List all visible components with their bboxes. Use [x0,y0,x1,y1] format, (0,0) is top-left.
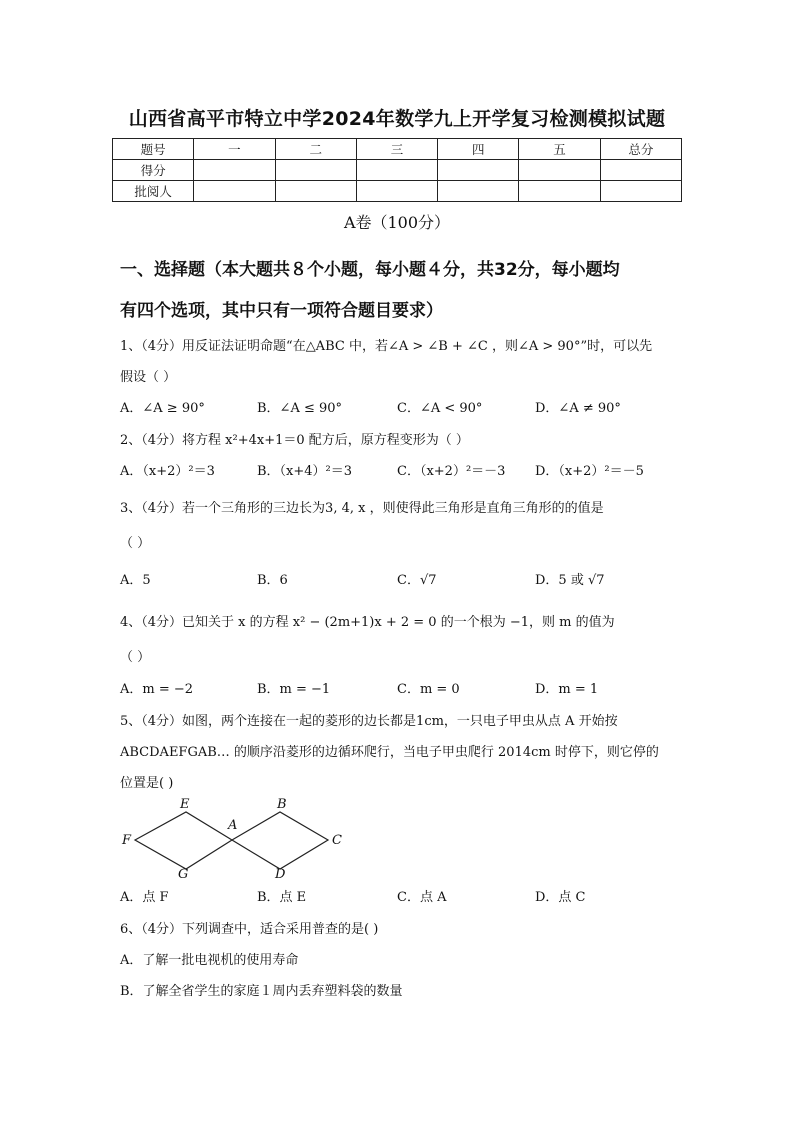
header-cell: 四 [438,139,519,160]
header-cell: 二 [275,139,356,160]
q3-option-d[interactable]: D．5 或 √7 [535,573,605,588]
grader-cell[interactable] [194,181,275,202]
q3-option-c[interactable]: C．√7 [397,573,437,588]
q2-option-b[interactable]: B．（x+4）²＝3 [257,464,353,479]
q5-option-d[interactable]: D．点 C [535,890,586,905]
q2-stem: 2、（4分）将方程 x²+4x+1＝0 配方后，原方程变形为（ ） [120,433,469,448]
score-cell[interactable] [519,160,600,181]
q1-stem-line2: 假设（ ） [120,370,177,385]
q5-stem-line2: ABCDAEFGAB… 的顺序沿菱形的边循环爬行，当电子甲虫爬行 2014cm 时停下，则它停的 [120,745,659,760]
q5-option-c[interactable]: C．点 A [397,890,447,905]
q6-option-a[interactable]: A．了解一批电视机的使用寿命 [120,953,299,968]
grader-cell[interactable] [600,181,681,202]
score-cell[interactable] [275,160,356,181]
part1-heading-line2: 有四个选项，其中只有一项符合题目要求） [120,301,443,321]
label-g: G [178,867,189,880]
q2-option-a[interactable]: A．（x+2）²＝3 [120,464,215,479]
q4-option-b[interactable]: B．m = −1 [257,682,331,697]
score-table [112,138,682,202]
q1-option-c[interactable]: C．∠A < 90° [397,401,483,416]
grader-cell[interactable] [275,181,356,202]
score-cell[interactable] [600,160,681,181]
q1-option-a[interactable]: A．∠A ≥ 90° [120,401,205,416]
q2-option-c[interactable]: C．（x+2）²＝－3 [397,464,506,479]
q4-option-d[interactable]: D．m = 1 [535,682,599,697]
q5-stem-line3: 位置是( ) [120,776,174,791]
right-rhombus [232,812,328,869]
label-e: E [180,797,190,812]
rhombus-figure [120,796,345,880]
q4-option-a[interactable]: A．m = −2 [120,682,194,697]
q2-option-d[interactable]: D．（x+2）²＝－5 [535,464,644,479]
label-f: F [122,833,132,848]
score-table-header-row [113,139,682,160]
q4-stem-line2: （ ） [120,650,151,665]
section-a-title: A卷（100分） [343,213,451,232]
header-cell: 一 [194,139,275,160]
q3-option-b[interactable]: B．6 [257,573,288,588]
q5-stem-line1: 5、（4分）如图，两个连接在一起的菱形的边长都是1cm，一只电子甲虫从点 A 开始按 [120,714,618,729]
header-cell: 题号 [113,139,194,160]
row-label: 得分 [113,160,194,181]
label-b: B [277,797,287,812]
part1-heading-line1: 一、选择题（本大题共８个小题，每小题４分，共32分，每小题均 [120,260,620,280]
row-label: 批阅人 [113,181,194,202]
grader-cell[interactable] [519,181,600,202]
label-d: D [275,867,286,880]
header-cell: 总分 [600,139,681,160]
grader-cell[interactable] [438,181,519,202]
score-cell[interactable] [438,160,519,181]
label-a: A [228,818,238,833]
q4-option-c[interactable]: C．m = 0 [397,682,460,697]
header-cell: 五 [519,139,600,160]
q5-option-a[interactable]: A．点 F [120,890,169,905]
q6-option-b[interactable]: B．了解全省学生的家庭１周内丢弃塑料袋的数量 [120,984,403,999]
header-cell: 三 [356,139,437,160]
q1-option-b[interactable]: B．∠A ≤ 90° [257,401,343,416]
left-rhombus [135,812,232,869]
exam-title: 山西省高平市特立中学2024年数学九上开学复习检测模拟试题 [128,108,666,130]
score-cell[interactable] [194,160,275,181]
q4-stem-line1: 4、（4分）已知关于 x 的方程 x² − (2m+1)x + 2 = 0 的一个根为 −1，则 m 的值为 [120,615,615,630]
label-c: C [332,833,342,848]
q6-stem: 6、（4分）下列调查中，适合采用普查的是( ) [120,922,379,937]
q1-option-d[interactable]: D．∠A ≠ 90° [535,401,621,416]
grader-row [113,181,682,202]
score-cell[interactable] [356,160,437,181]
grader-cell[interactable] [356,181,437,202]
q3-option-a[interactable]: A．5 [120,573,151,588]
q3-stem-line1: 3、（4分）若一个三角形的三边长为3, 4, x ，则使得此三角形是直角三角形的的值是 [120,501,604,516]
score-row [113,160,682,181]
q1-stem-line1: 1、（4分）用反证法证明命题“在△ABC 中，若∠A > ∠B + ∠C ，则∠A > 90°”时，可以先 [120,339,653,354]
q5-option-b[interactable]: B．点 E [257,890,307,905]
q3-stem-line2: （ ） [120,536,151,551]
